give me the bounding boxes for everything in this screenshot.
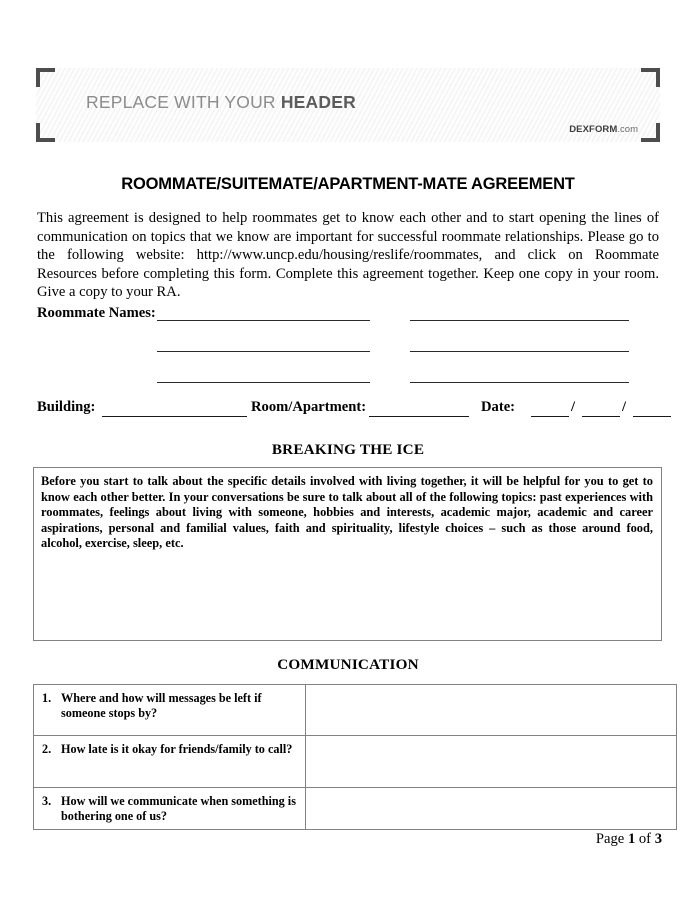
table-row xyxy=(34,736,677,788)
question-text-1: Where and how will messages be left if someone stops by? xyxy=(61,691,262,720)
date-separator-2: / xyxy=(622,399,627,415)
date-year-input[interactable] xyxy=(633,416,671,417)
roommate-name-field-5[interactable] xyxy=(157,382,370,383)
building-label: Building: xyxy=(37,399,96,415)
question-number-3: 3. xyxy=(42,794,52,808)
building-room-date-row xyxy=(37,399,659,421)
header-placeholder-prefix: REPLACE WITH YOUR xyxy=(86,92,281,112)
communication-table xyxy=(33,684,677,830)
intro-paragraph: This agreement is designed to help roommates get to know each other and to start opening the lines of communication on topics that we know are important for successful roommate relationships. Please go to the following website: http://www.uncp.edu/housing/reslife/roommates, and click on Roommate Resources before completing this form. Complete this agreement together. Keep one copy in your room. Give a copy to your RA. xyxy=(37,210,659,301)
question-cell-2 xyxy=(34,736,306,788)
roommate-name-field-4[interactable] xyxy=(410,351,629,352)
corner-bracket-top-left-icon xyxy=(36,68,55,87)
footer-prefix: Page xyxy=(595,831,628,847)
answer-cell-1[interactable] xyxy=(306,685,677,736)
table-row xyxy=(34,685,677,736)
question-text-3: How will we communicate when something is bothering one of us? xyxy=(61,794,296,823)
roommate-name-field-1[interactable] xyxy=(157,320,370,321)
page-title: ROOMMATE/SUITEMATE/APARTMENT-MATE AGREEMENT xyxy=(121,175,575,193)
answer-cell-3[interactable] xyxy=(306,788,677,830)
question-cell-3 xyxy=(34,788,306,830)
communication-heading: COMMUNICATION xyxy=(277,656,419,673)
dexform-tld-text: .com xyxy=(617,124,638,135)
roommate-names-label: Roommate Names: xyxy=(37,305,156,321)
question-number-2: 2. xyxy=(42,742,52,756)
date-label: Date: xyxy=(481,399,516,415)
room-apartment-label: Room/Apartment: xyxy=(251,399,367,415)
breaking-the-ice-heading: BREAKING THE ICE xyxy=(271,441,425,458)
answer-cell-2[interactable] xyxy=(306,736,677,788)
breaking-the-ice-box[interactable] xyxy=(33,467,662,641)
footer-middle: of xyxy=(635,831,655,847)
question-cell-1 xyxy=(34,685,306,736)
dexform-logo xyxy=(569,124,638,135)
date-separator-1: / xyxy=(571,399,576,415)
page-footer xyxy=(0,831,662,848)
corner-bracket-bottom-right-icon xyxy=(641,123,660,142)
header-placeholder-text xyxy=(86,92,356,113)
table-row xyxy=(34,788,677,830)
roommate-name-field-2[interactable] xyxy=(410,320,629,321)
header-banner xyxy=(36,68,660,142)
breaking-the-ice-text: Before you start to talk about the specific details involved with living together, it will be helpful for you to get to know each other better. In your conversations be sure to talk about all of the following topics: past experiences with roommates, feelings about living with someone, hobbies and interests, academic major, academic and career aspirations, personal and familial values, faith and spirituality, lifestyle choices – such as those around food, alcohol, exercise, sleep, etc. xyxy=(41,474,653,551)
dexform-brand-text: DEXFORM xyxy=(569,124,618,135)
date-day-input[interactable] xyxy=(582,416,620,417)
room-apartment-input[interactable] xyxy=(369,416,469,417)
footer-total-pages: 3 xyxy=(654,831,662,847)
roommate-name-field-6[interactable] xyxy=(410,382,629,383)
question-text-2: How late is it okay for friends/family to call? xyxy=(61,742,293,756)
footer-current-page: 1 xyxy=(627,831,636,847)
roommate-name-field-3[interactable] xyxy=(157,351,370,352)
date-month-input[interactable] xyxy=(531,416,569,417)
building-input[interactable] xyxy=(102,416,247,417)
corner-bracket-bottom-left-icon xyxy=(36,123,55,142)
corner-bracket-top-right-icon xyxy=(641,68,660,87)
question-number-1: 1. xyxy=(42,691,52,705)
header-placeholder-bold: HEADER xyxy=(280,92,356,112)
